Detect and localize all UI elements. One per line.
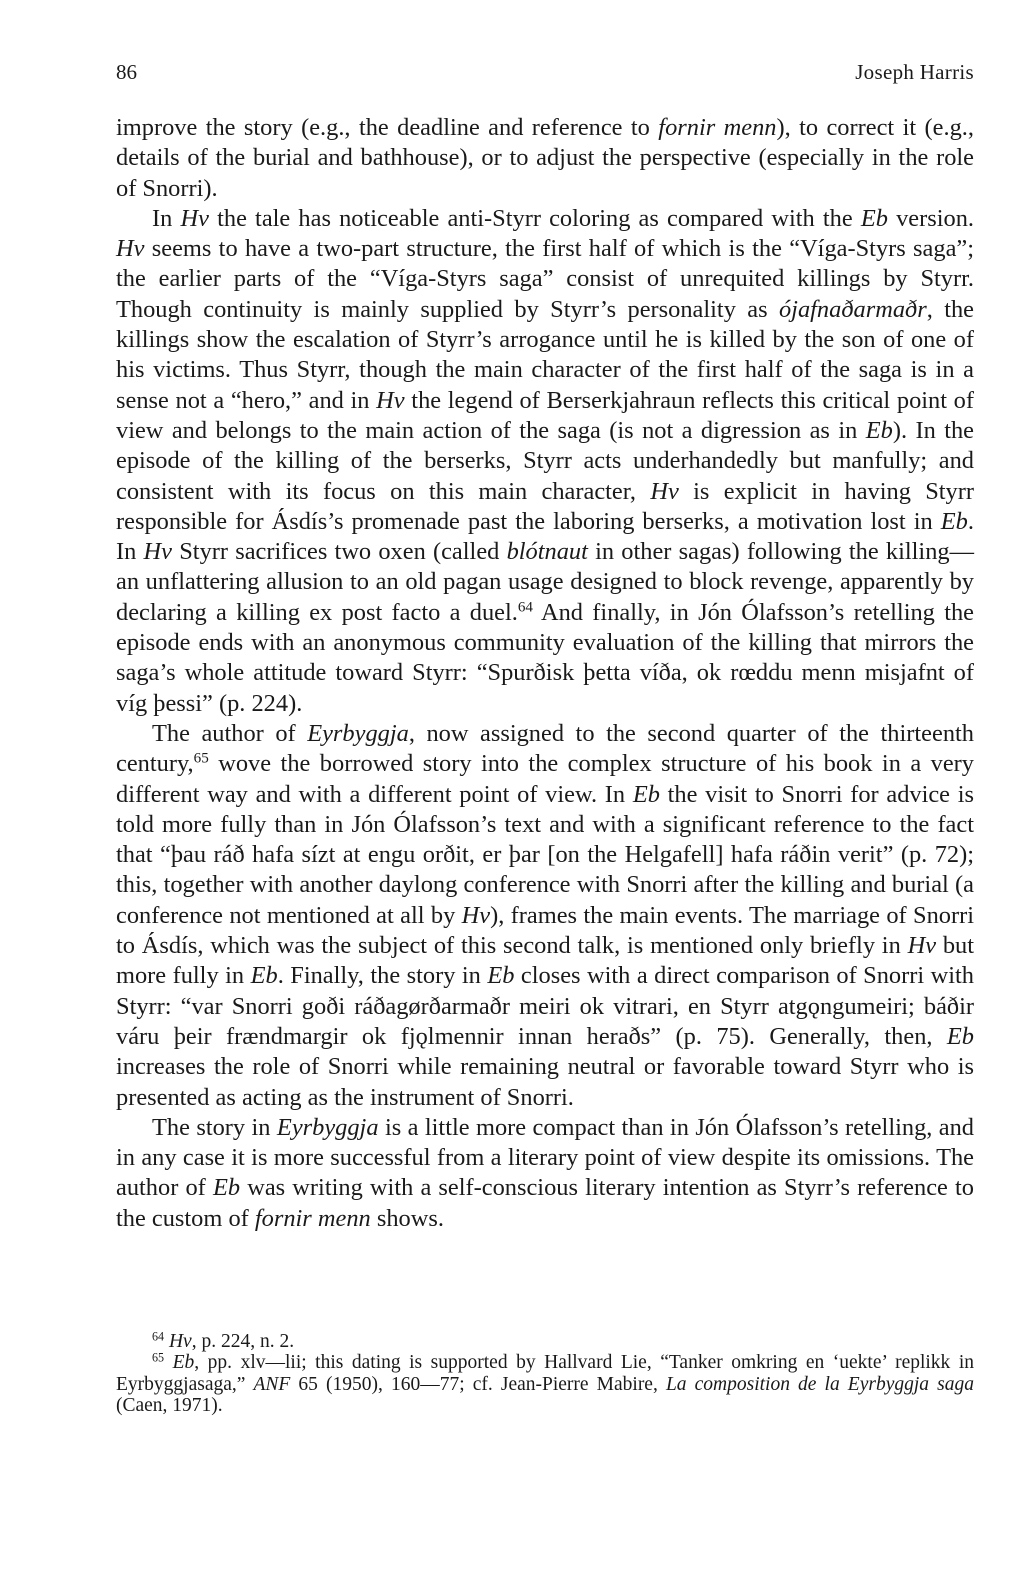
footnotes xyxy=(116,1331,974,1417)
footnote-marker: 65 xyxy=(193,750,209,767)
italic-span: Eb xyxy=(250,962,278,990)
text-run: the tale has noticeable anti-Styrr coloring as compared with the xyxy=(208,204,861,232)
text-run: (Caen, 1971). xyxy=(116,1395,223,1417)
text-run: , p. 224, n. 2. xyxy=(191,1331,295,1352)
body-paragraph xyxy=(116,1113,974,1234)
italic-span: Eyrbyggja xyxy=(307,719,409,747)
text-run: ). In the episode of the killing of the berserks, Styrr acts underhandedly but manfully; and consistent with its focus on this main character, xyxy=(116,416,974,505)
body-paragraph xyxy=(116,204,974,719)
italic-span: Eb xyxy=(632,780,660,808)
italic-span: Eyrbyggja xyxy=(276,1113,379,1141)
footnote-marker: 64 xyxy=(152,1329,165,1344)
italic-span: Eb xyxy=(172,1352,195,1374)
italic-span: Hv xyxy=(461,901,491,929)
italic-span: Eb xyxy=(487,962,515,990)
text-run: 65 (1950), 160—77; cf. Jean-Pierre Mabire, xyxy=(290,1373,666,1395)
body-paragraph xyxy=(116,719,974,1113)
running-header xyxy=(116,48,974,88)
text-run: increases the role of Snorri while remaining neutral or favorable toward Styrr who is presented as acting as the instrument of Snorri. xyxy=(116,1053,974,1111)
italic-span: Hv xyxy=(650,477,679,505)
italic-span: Hv xyxy=(168,1331,192,1352)
italic-span: ójafnaðarmaðr xyxy=(778,295,927,323)
text-run: version. xyxy=(887,204,974,232)
italic-span: Hv xyxy=(180,204,209,232)
text-run: Styrr sacrifices two oxen (called xyxy=(172,538,507,566)
italic-span: blótnaut xyxy=(506,538,588,566)
text-run: in other sagas) following the killing—an unflattering allusion to an old pagan usage designed to block revenge, apparently by declaring a killing ex post facto a duel. xyxy=(116,538,974,626)
italic-span: fornir menn xyxy=(658,114,777,141)
italic-span: Eb xyxy=(940,507,968,535)
italic-span: Eb xyxy=(212,1174,241,1202)
italic-span: Hv xyxy=(907,932,937,960)
italic-span: Hv xyxy=(116,235,145,263)
text-run: was writing with a self-conscious literary intention as Styrr’s reference to the custom of xyxy=(116,1174,974,1232)
text-run: , pp. xlv—lii; this dating is supported by Hallvard Lie, “Tanker omkring en ‘uekte’ replikk in Eyrbyggjasaga,” xyxy=(116,1352,974,1395)
italic-span: fornir menn xyxy=(254,1204,371,1232)
text-run: closes with a direct comparison of Snorri with Styrr: “var Snorri goði ráðagørðarmaðr meiri ok vitrari, en Styrr atgǫngumeiri; báðir váru þeir frændmargir ok fjǫlmennir innan heraðs” (p. 75). Generally, then, xyxy=(116,962,974,1050)
text-run: ), to correct it (e.g., details of the burial and bathhouse), or to adjust the perspective (especially in the role of Snorri). xyxy=(116,114,974,202)
page-number: 86 xyxy=(116,60,137,84)
italic-span: Eb xyxy=(946,1022,974,1050)
footnote-marker: 64 xyxy=(517,599,533,616)
text-run: shows. xyxy=(370,1204,444,1232)
running-head-author: Joseph Harris xyxy=(855,60,974,84)
text-run: , the killings show the escalation of Styrr’s arrogance until he is killed by the son of one of his victims. Thus Styrr, though the main character of the first half of the saga is in a sense not a “hero,” and in xyxy=(116,295,974,414)
footnote xyxy=(116,1331,974,1352)
text-run: the legend of Berserkjahraun reflects this critical point of view and belongs to the main action of the saga (is not a digression as in xyxy=(116,386,975,444)
body-paragraph xyxy=(116,113,974,204)
text-run: but more fully in xyxy=(116,932,974,990)
italic-span: Hv xyxy=(143,538,172,566)
text-run: In xyxy=(152,204,181,232)
text-run: ), frames the main events. The marriage of Snorri to Ásdís, which was the subject of this second talk, is mentioned only briefly in xyxy=(116,901,974,960)
italic-span: ANF xyxy=(253,1373,291,1395)
text-run: . Finally, the story in xyxy=(277,962,488,990)
text-run xyxy=(164,1352,173,1373)
text-run: is a little more compact than in Jón Ólafsson’s retelling, and in any case it is more successful from a literary point of view despite its omissions. The author of xyxy=(116,1113,975,1202)
text-run: seems to have a two-part structure, the first half of which is the “Víga-Styrs saga”; the earlier parts of the “Víga-Styrs saga” consist of unrequited killings by Styrr. Though continuity is mainly supplied by Styrr’s personality as xyxy=(116,235,974,323)
text-run: the visit to Snorri for advice is told more fully than in Jón Ólafsson’s text and with a significant reference to the fact that “þau ráð hafa sízt at engu orðit, er þar [on the Helgafell] hafa ráðin verit” (p. 72); this, together with another daylong conference with Snorri after the killing and burial (a conference not mentioned at all by xyxy=(116,780,974,929)
italic-span: Eb xyxy=(865,416,893,444)
text-run: , now assigned to the second quarter of the thirteenth century, xyxy=(116,719,975,778)
text-run: The author of xyxy=(152,719,308,747)
italic-span: Eb xyxy=(860,204,888,232)
text-run: . In xyxy=(116,507,974,566)
footnote-marker: 65 xyxy=(152,1350,165,1365)
text-run: wove the borrowed story into the complex structure of his book in a very different way and with a different point of view. In xyxy=(116,750,974,808)
text-run: is explicit in having Styrr responsible for Ásdís’s promenade past the laboring berserks, a motivation lost in xyxy=(116,477,975,535)
text-run: improve the story (e.g., the deadline and reference to xyxy=(116,114,659,141)
italic-span: Hv xyxy=(376,386,405,414)
body-text xyxy=(116,113,974,1234)
text-run: And finally, in Jón Ólafsson’s retelling the episode ends with an anonymous community evaluation of the killing that mirrors the saga’s whole attitude toward Styrr: “Spurðisk þetta víða, ok rœddu menn misjafnt of víg þessi” (p. 224). xyxy=(116,598,974,717)
text-run: The story in xyxy=(152,1113,277,1141)
footnote xyxy=(116,1352,974,1416)
italic-span: La composition de la Eyrbyggja saga xyxy=(665,1373,974,1395)
